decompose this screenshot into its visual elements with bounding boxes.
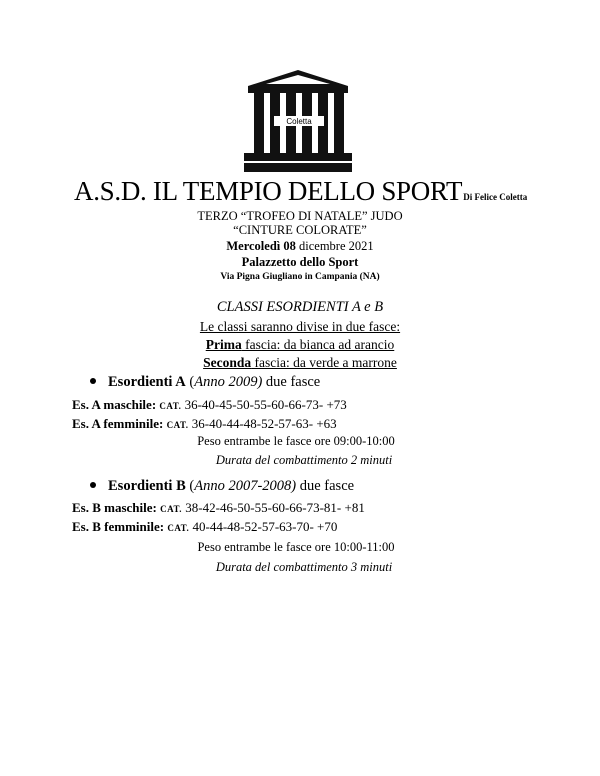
classes-heading: CLASSI ESORDIENTI A e B: [216, 299, 384, 315]
band-second: [0, 355, 600, 371]
club-owner: Di Felice Coletta: [463, 192, 528, 202]
group-a-male: [72, 397, 347, 413]
cat-label: CAT.: [167, 523, 190, 533]
band-second-text: fascia: da verde a marrone: [251, 355, 397, 370]
event-date-rest: dicembre 2021: [295, 239, 374, 253]
group-a-female: [72, 416, 337, 432]
event-title: TERZO “TROFEO DI NATALE” JUDO: [197, 209, 403, 223]
bullet-icon: [90, 378, 96, 384]
classes-intro: [0, 319, 600, 335]
cat-label: CAT.: [159, 401, 182, 411]
club-name: A.S.D. IL TEMPIO DELLO SPORT: [74, 176, 463, 206]
group-a-bands: due fasce: [262, 374, 321, 390]
group-b-name: Esordienti B: [108, 478, 186, 494]
band-first-label: Prima: [205, 337, 242, 352]
group-b-male-label: Es. B maschile:: [72, 500, 161, 515]
group-a-male-cats: 36-40-45-50-55-60-66-73- +73: [181, 397, 347, 412]
event-address: Via Pigna Giugliano in Campania (NA): [220, 272, 380, 282]
band-first-text: fascia: da bianca ad arancio: [241, 337, 395, 352]
event-date-day: Mercoledì 08: [226, 239, 296, 253]
group-b-female-label: Es. B femminile:: [72, 519, 168, 534]
group-a-male-label: Es. A maschile:: [72, 397, 160, 412]
group-b-bands: due fasce: [296, 478, 355, 494]
band-second-label: Seconda: [203, 355, 252, 370]
band-first: [0, 337, 600, 353]
group-b-paren: (: [185, 478, 195, 494]
event-venue: Palazzetto dello Sport: [241, 255, 359, 269]
group-a-female-cats: 36-40-44-48-52-57-63- +63: [188, 416, 337, 431]
group-a-name: Esordienti A: [108, 374, 186, 390]
cat-label: CAT.: [166, 420, 189, 430]
cat-label: CAT.: [160, 504, 183, 514]
group-b-female-cats: 40-44-48-52-57-63-70- +70: [189, 519, 338, 534]
event-subtitle: “CINTURE COLORATE”: [233, 223, 367, 237]
classes-intro-text: Le classi saranno divise in due fasce:: [199, 319, 401, 334]
logo-caption: Coletta: [286, 117, 312, 126]
group-b-weigh-in: Peso entrambe le fasce ore 10:00-11:00: [197, 540, 395, 554]
group-a-weigh-in: Peso entrambe le fasce ore 09:00-10:00: [197, 434, 395, 448]
group-a-paren: (: [185, 374, 195, 390]
group-b-male-cats: 38-42-46-50-55-60-66-73-81- +81: [182, 500, 365, 515]
group-b-heading: [90, 478, 354, 495]
temple-logo-icon: [244, 68, 352, 172]
bullet-icon: [90, 482, 96, 488]
event-date: [0, 239, 600, 254]
page-title: [74, 176, 527, 207]
group-b-female: [72, 519, 337, 535]
group-a-heading: [90, 374, 320, 391]
group-a-year: Anno 2009): [194, 374, 263, 390]
group-a-female-label: Es. A femminile:: [72, 416, 167, 431]
group-b-year: Anno 2007-2008): [194, 478, 297, 494]
group-b-duration: Durata del combattimento 3 minuti: [215, 560, 393, 574]
group-a-duration: Durata del combattimento 2 minuti: [215, 453, 393, 467]
group-b-male: [72, 500, 365, 516]
